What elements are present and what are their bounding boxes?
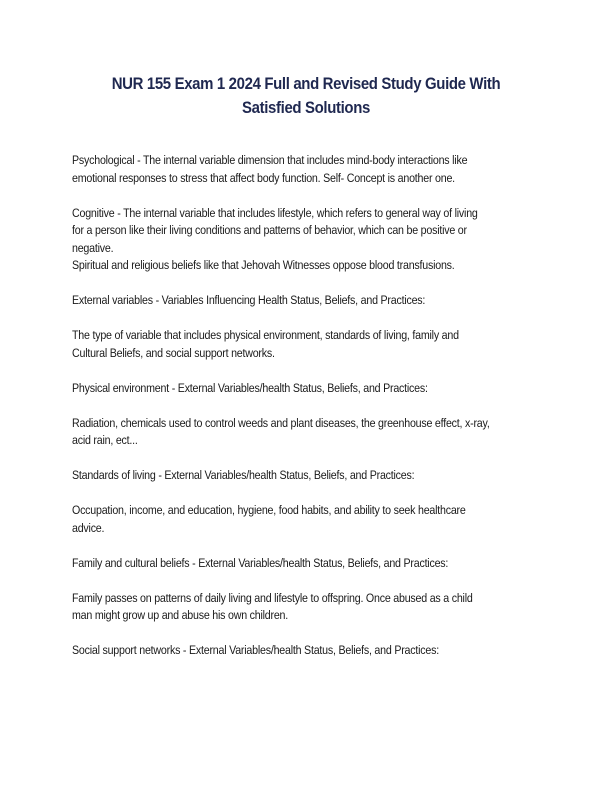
text-line: Occupation, income, and education, hygiene, food habits, and ability to seek healthcare xyxy=(72,503,466,517)
text-line: for a person like their living conditions and patterns of behavior, which can be positive or xyxy=(72,223,467,237)
text-line: Cultural Beliefs, and social support networks. xyxy=(72,345,275,360)
paragraph-gap xyxy=(72,625,542,643)
text-line: negative. xyxy=(72,240,114,255)
text-line: Family passes on patterns of daily living and lifestyle to offspring. Once abused as a child xyxy=(72,590,473,605)
text-line: man might grow up and abuse his own children. xyxy=(72,608,289,622)
text-line: Social support networks - External Variables/health Status, Beliefs, and Practices: xyxy=(72,643,439,657)
paragraph-gap xyxy=(72,362,542,380)
text-line: Radiation, chemicals used to control weeds and plant diseases, the greenhouse effect, x-ray, xyxy=(72,415,490,430)
text-line: Family and cultural beliefs - External Variables/health Status, Beliefs, and Practices: xyxy=(72,555,449,570)
paragraph-gap xyxy=(72,275,542,293)
title-line-1: NUR 155 Exam 1 2024 Full and Revised Study Guide With xyxy=(111,74,501,93)
text-line: advice. xyxy=(72,520,105,535)
document-body xyxy=(72,152,542,660)
text-line: Cognitive - The internal variable that includes lifestyle, which refers to general way of living xyxy=(72,205,478,220)
paragraph-gap xyxy=(72,397,542,415)
text-line: emotional responses to stress that affect body function. Self- Concept is another one. xyxy=(72,170,455,185)
text-line: Standards of living - External Variables/health Status, Beliefs, and Practices: xyxy=(72,468,415,482)
title-line-2: Satisfied Solutions xyxy=(242,98,370,117)
text-line: The type of variable that includes physical environment, standards of living, family and xyxy=(72,328,459,342)
text-line: acid rain, ect... xyxy=(72,433,138,447)
paragraph-gap xyxy=(72,187,542,205)
paragraph-gap xyxy=(72,572,542,590)
text-line: Psychological - The internal variable dimension that includes mind-body interactions like xyxy=(72,153,468,167)
paragraph-gap xyxy=(72,310,542,328)
paragraph-gap xyxy=(72,537,542,555)
paragraph-gap xyxy=(72,485,542,503)
document-title xyxy=(72,72,540,120)
text-line: Physical environment - External Variables/health Status, Beliefs, and Practices: xyxy=(72,380,428,395)
text-line: Spiritual and religious beliefs like that Jehovah Witnesses oppose blood transfusions. xyxy=(72,258,455,272)
paragraph-gap xyxy=(72,450,542,468)
text-line: External variables - Variables Influencing Health Status, Beliefs, and Practices: xyxy=(72,293,426,307)
